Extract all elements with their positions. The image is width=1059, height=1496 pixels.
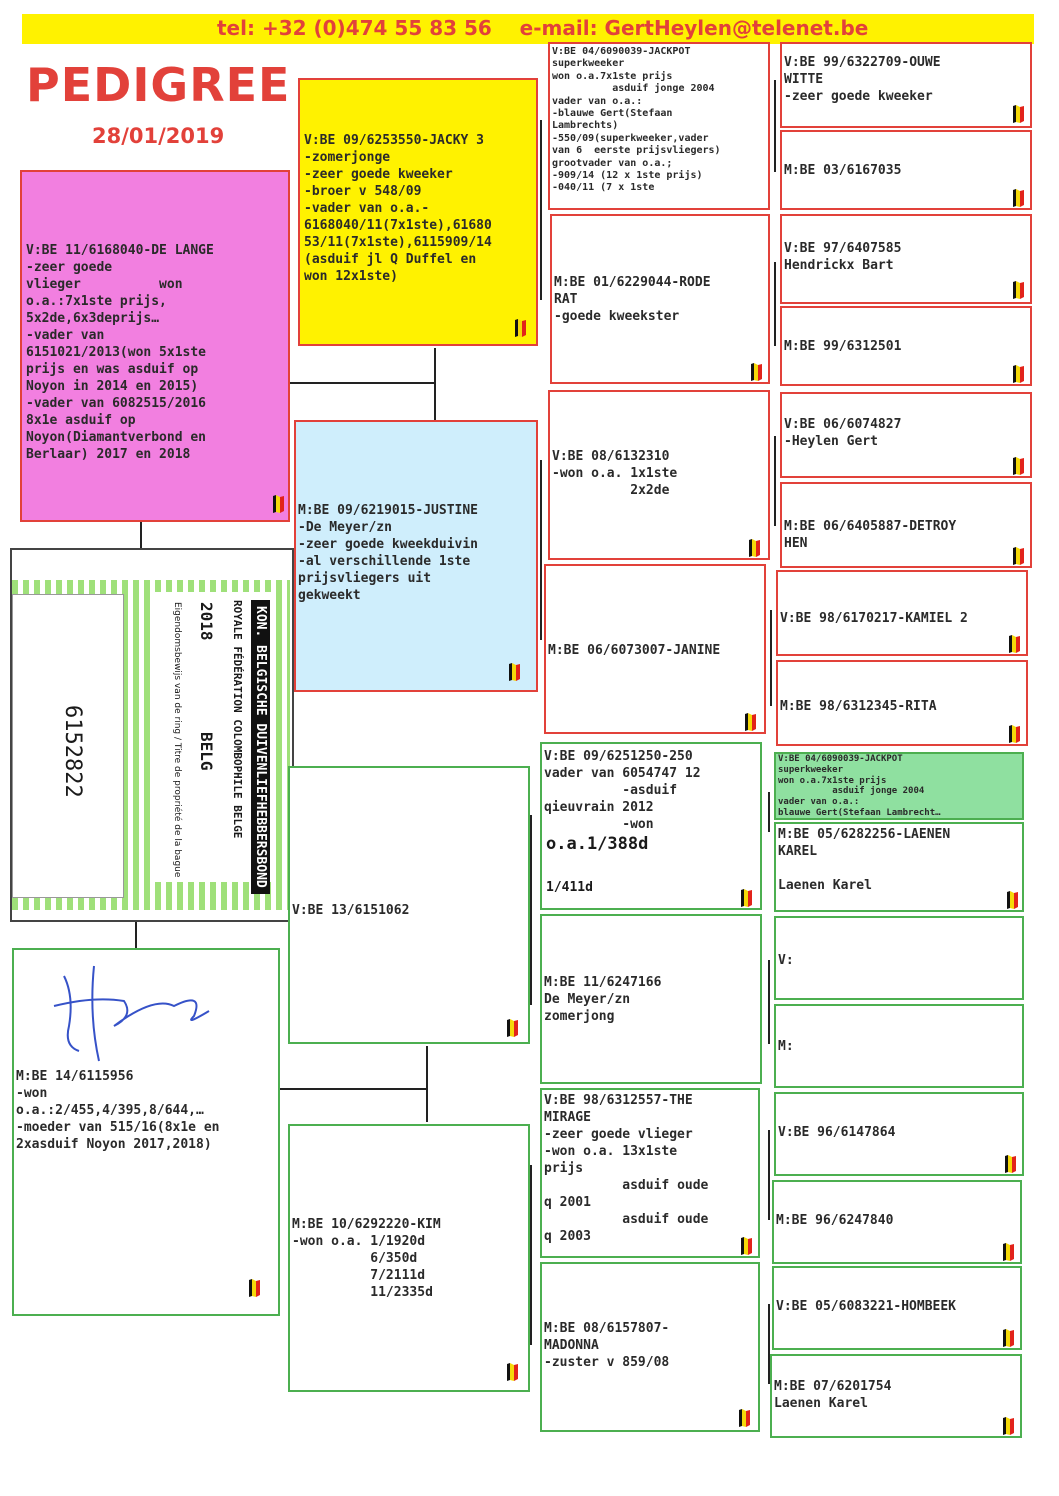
father-text: V:BE 11/6168040-DE LANGE -zeer goede vlieger won o.a.:7x1ste prijs, 5x2de,6x3deprijs… -vader van 6151021/2013(won 5x1ste prijs en was asduif op Noyon in 2014 en 2015) -vader van 6082515/2016 8x1e asduif op Noyon(Diamantverbond en Berlaar) 2017 en 2018 — [26, 243, 214, 462]
signature — [34, 956, 214, 1066]
card-number: 6152822 — [60, 705, 85, 798]
ring-card — [10, 548, 294, 922]
mff-result-1: o.a.1/388d — [546, 834, 649, 854]
g4-text-2: M:BE 03/6167035 — [784, 163, 902, 178]
contact-info: tel: +32 (0)474 55 83 56 e-mail: GertHeylen@telenet.be — [217, 16, 869, 40]
g4-text-8: M:BE 98/6312345-RITA — [780, 699, 937, 714]
mff-result-2: 1/411d — [546, 880, 593, 895]
card-text-panel — [152, 592, 272, 888]
father-box — [20, 170, 290, 522]
mmm-box — [540, 1262, 760, 1432]
pedigree-date: 28/01/2019 — [92, 124, 225, 148]
card-number-panel — [12, 594, 124, 898]
connector-line — [540, 460, 542, 640]
fmm-text: M:BE 06/6073007-JANINE — [548, 643, 721, 658]
g4-box-2 — [780, 130, 1032, 210]
connector-line — [135, 920, 137, 948]
card-org-fr: ROYALE FÉDÉRATION COLOMBOPHILE BELGE — [231, 600, 244, 839]
mmf-text: V:BE 98/6312557-THE MIRAGE -zeer goede vlieger -won o.a. 13x1ste prijs asduif oude q 2001 asduif oude q 2003 — [544, 1093, 709, 1244]
belgian-flag-icon — [736, 1408, 752, 1428]
g4-box-1 — [780, 42, 1032, 128]
connector-line — [774, 436, 776, 526]
mf-text: V:BE 13/6151062 — [292, 903, 410, 918]
g4-text-4: M:BE 99/6312501 — [784, 339, 902, 354]
mother-box — [12, 948, 280, 1316]
belgian-flag-icon — [1010, 104, 1026, 124]
connector-line — [768, 960, 770, 1044]
g4-text-15: V:BE 05/6083221-HOMBEEK — [776, 1299, 957, 1314]
card-year: 2018 — [197, 602, 216, 641]
connector-line — [768, 792, 770, 832]
g4-box-14 — [772, 1180, 1022, 1264]
mmm-text: M:BE 08/6157807- MADONNA -zuster v 859/08 — [544, 1321, 670, 1370]
g4-box-10 — [774, 822, 1024, 912]
belgian-flag-icon — [1006, 724, 1022, 744]
connector-line — [140, 520, 142, 550]
page-title: PEDIGREE — [26, 58, 291, 112]
connector-line — [774, 80, 776, 172]
fmm-box — [544, 564, 766, 734]
mm-text: M:BE 10/6292220-KIM -won o.a. 1/1920d 6/350d 7/2111d 11/2335d — [292, 1217, 441, 1300]
connector-line — [530, 815, 532, 1005]
fm-text: M:BE 09/6219015-JUSTINE -De Meyer/zn -zeer goede kweekduivin -al verschillende 1ste prijsvliegers uit gekweekt — [298, 503, 479, 603]
belgian-flag-icon — [748, 362, 764, 382]
g4-text-3: V:BE 97/6407585 Hendrickx Bart — [784, 241, 902, 273]
ffm-text: M:BE 01/6229044-RODE RAT -goede kweekster — [554, 275, 711, 324]
g4-box-3 — [780, 214, 1032, 304]
belgian-flag-icon — [1010, 188, 1026, 208]
ff-text: V:BE 09/6253550-JACKY 3 -zomerjonge -zeer goede kweeker -broer v 548/09 -vader van o.a.- 6168040/11(7x1ste),61680 53/11(7x1ste),6115909/14 (asduif jl Q Duffel en won 12x1ste) — [304, 133, 492, 284]
ffm-box — [550, 214, 770, 384]
belgian-flag-icon — [742, 712, 758, 732]
g4-box-12 — [774, 1004, 1024, 1088]
connector-line — [774, 262, 776, 346]
g4-text-12: M: — [778, 1039, 794, 1054]
belgian-flag-icon — [1002, 1154, 1018, 1174]
belgian-flag-icon — [504, 1362, 520, 1382]
belgian-flag-icon — [1010, 364, 1026, 384]
g4-text-11: V: — [778, 953, 794, 968]
connector-line — [530, 1165, 532, 1345]
g4-text-16: M:BE 07/6201754 Laenen Karel — [774, 1379, 892, 1411]
mmf-box — [540, 1088, 760, 1258]
fm-box — [294, 420, 538, 692]
connector-line — [280, 1088, 428, 1090]
g4-text-6: M:BE 06/6405887-DETROY HEN — [784, 519, 957, 551]
g4-box-7 — [776, 570, 1028, 656]
g4-text-10: M:BE 05/6282256-LAENEN KAREL Laenen Karel — [778, 827, 951, 893]
g4-text-1: V:BE 99/6322709-OUWE WITTE -zeer goede kweeker — [784, 55, 941, 104]
belgian-flag-icon — [504, 1018, 520, 1038]
g4-text-14: M:BE 96/6247840 — [776, 1213, 894, 1228]
belgian-flag-icon — [1010, 546, 1026, 566]
ff-box — [298, 78, 538, 346]
card-org-nl: KON. BELGISCHE DUIVENLIEFHEBBERSBOND — [251, 600, 270, 894]
fmf-text: V:BE 08/6132310 -won o.a. 1x1ste 2x2de — [552, 449, 678, 498]
contact-bar — [22, 14, 1034, 44]
g4-box-16 — [770, 1354, 1022, 1438]
g4-box-4 — [780, 306, 1032, 386]
mff-box — [540, 742, 762, 910]
mm-box — [288, 1124, 530, 1392]
connector-line — [768, 1130, 770, 1220]
belgian-flag-icon — [512, 318, 528, 338]
mfm-text: M:BE 11/6247166 De Meyer/zn zomerjong — [544, 975, 662, 1024]
g4-box-6 — [780, 482, 1032, 568]
belgian-flag-icon — [1000, 1242, 1016, 1262]
g4-text-7: V:BE 98/6170217-KAMIEL 2 — [780, 611, 968, 626]
fff-box — [548, 42, 770, 210]
belgian-flag-icon — [738, 888, 754, 908]
mother-text: M:BE 14/6115956 -won o.a.:2/455,4/395,8/644,… -moeder van 515/16(8x1e en 2xasduif Noyon 2017,2018) — [16, 1069, 220, 1152]
connector-line — [770, 610, 772, 706]
card-country: BELG — [197, 732, 216, 771]
belgian-flag-icon — [1000, 1328, 1016, 1348]
belgian-flag-icon — [506, 662, 522, 682]
belgian-flag-icon — [246, 1278, 262, 1298]
fff-text: V:BE 04/6090039-JACKPOT superkweeker won o.a.7x1ste prijs asduif jonge 2004 vader van o.a.: -blauwe Gert(Stefaan Lambrechts) -550/09(superkweeker,vader van 6 eerste prijsvliegers) grootvader van o.a.; -909/14 (12 x 1ste prijs) -040/11 (7 x 1ste — [552, 46, 721, 194]
connector-line — [540, 120, 542, 300]
g4-box-15 — [772, 1266, 1022, 1350]
g4-box-8 — [776, 660, 1028, 746]
g4-box-9 — [774, 752, 1024, 820]
belgian-flag-icon — [1006, 634, 1022, 654]
mff-text: V:BE 09/6251250-250 vader van 6054747 12 -asduif qieuvrain 2012 -won — [544, 749, 701, 832]
connector-line — [434, 348, 436, 420]
connector-line — [288, 382, 436, 384]
belgian-flag-icon — [1004, 890, 1020, 910]
fmf-box — [548, 390, 770, 560]
g4-text-9: V:BE 04/6090039-JACKPOT superkweeker won o.a.7x1ste prijs asduif jonge 2004 vader van o.a.: blauwe Gert(Stefaan Lambrecht… — [778, 754, 941, 818]
belgian-flag-icon — [1010, 280, 1026, 300]
belgian-flag-icon — [1010, 456, 1026, 476]
g4-text-13: V:BE 96/6147864 — [778, 1125, 896, 1140]
g4-box-5 — [780, 392, 1032, 478]
g4-box-11 — [774, 916, 1024, 1000]
mfm-box — [540, 914, 762, 1084]
card-caption: Eigendomsbewijs van de ring / Titre de propriété de la bague — [172, 602, 182, 878]
belgian-flag-icon — [1000, 1416, 1016, 1436]
belgian-flag-icon — [746, 538, 762, 558]
belgian-flag-icon — [270, 494, 286, 514]
g4-box-13 — [774, 1092, 1024, 1176]
belgian-flag-icon — [738, 1236, 754, 1256]
mf-box — [288, 766, 530, 1044]
g4-text-5: V:BE 06/6074827 -Heylen Gert — [784, 417, 902, 449]
connector-line — [426, 1046, 428, 1122]
